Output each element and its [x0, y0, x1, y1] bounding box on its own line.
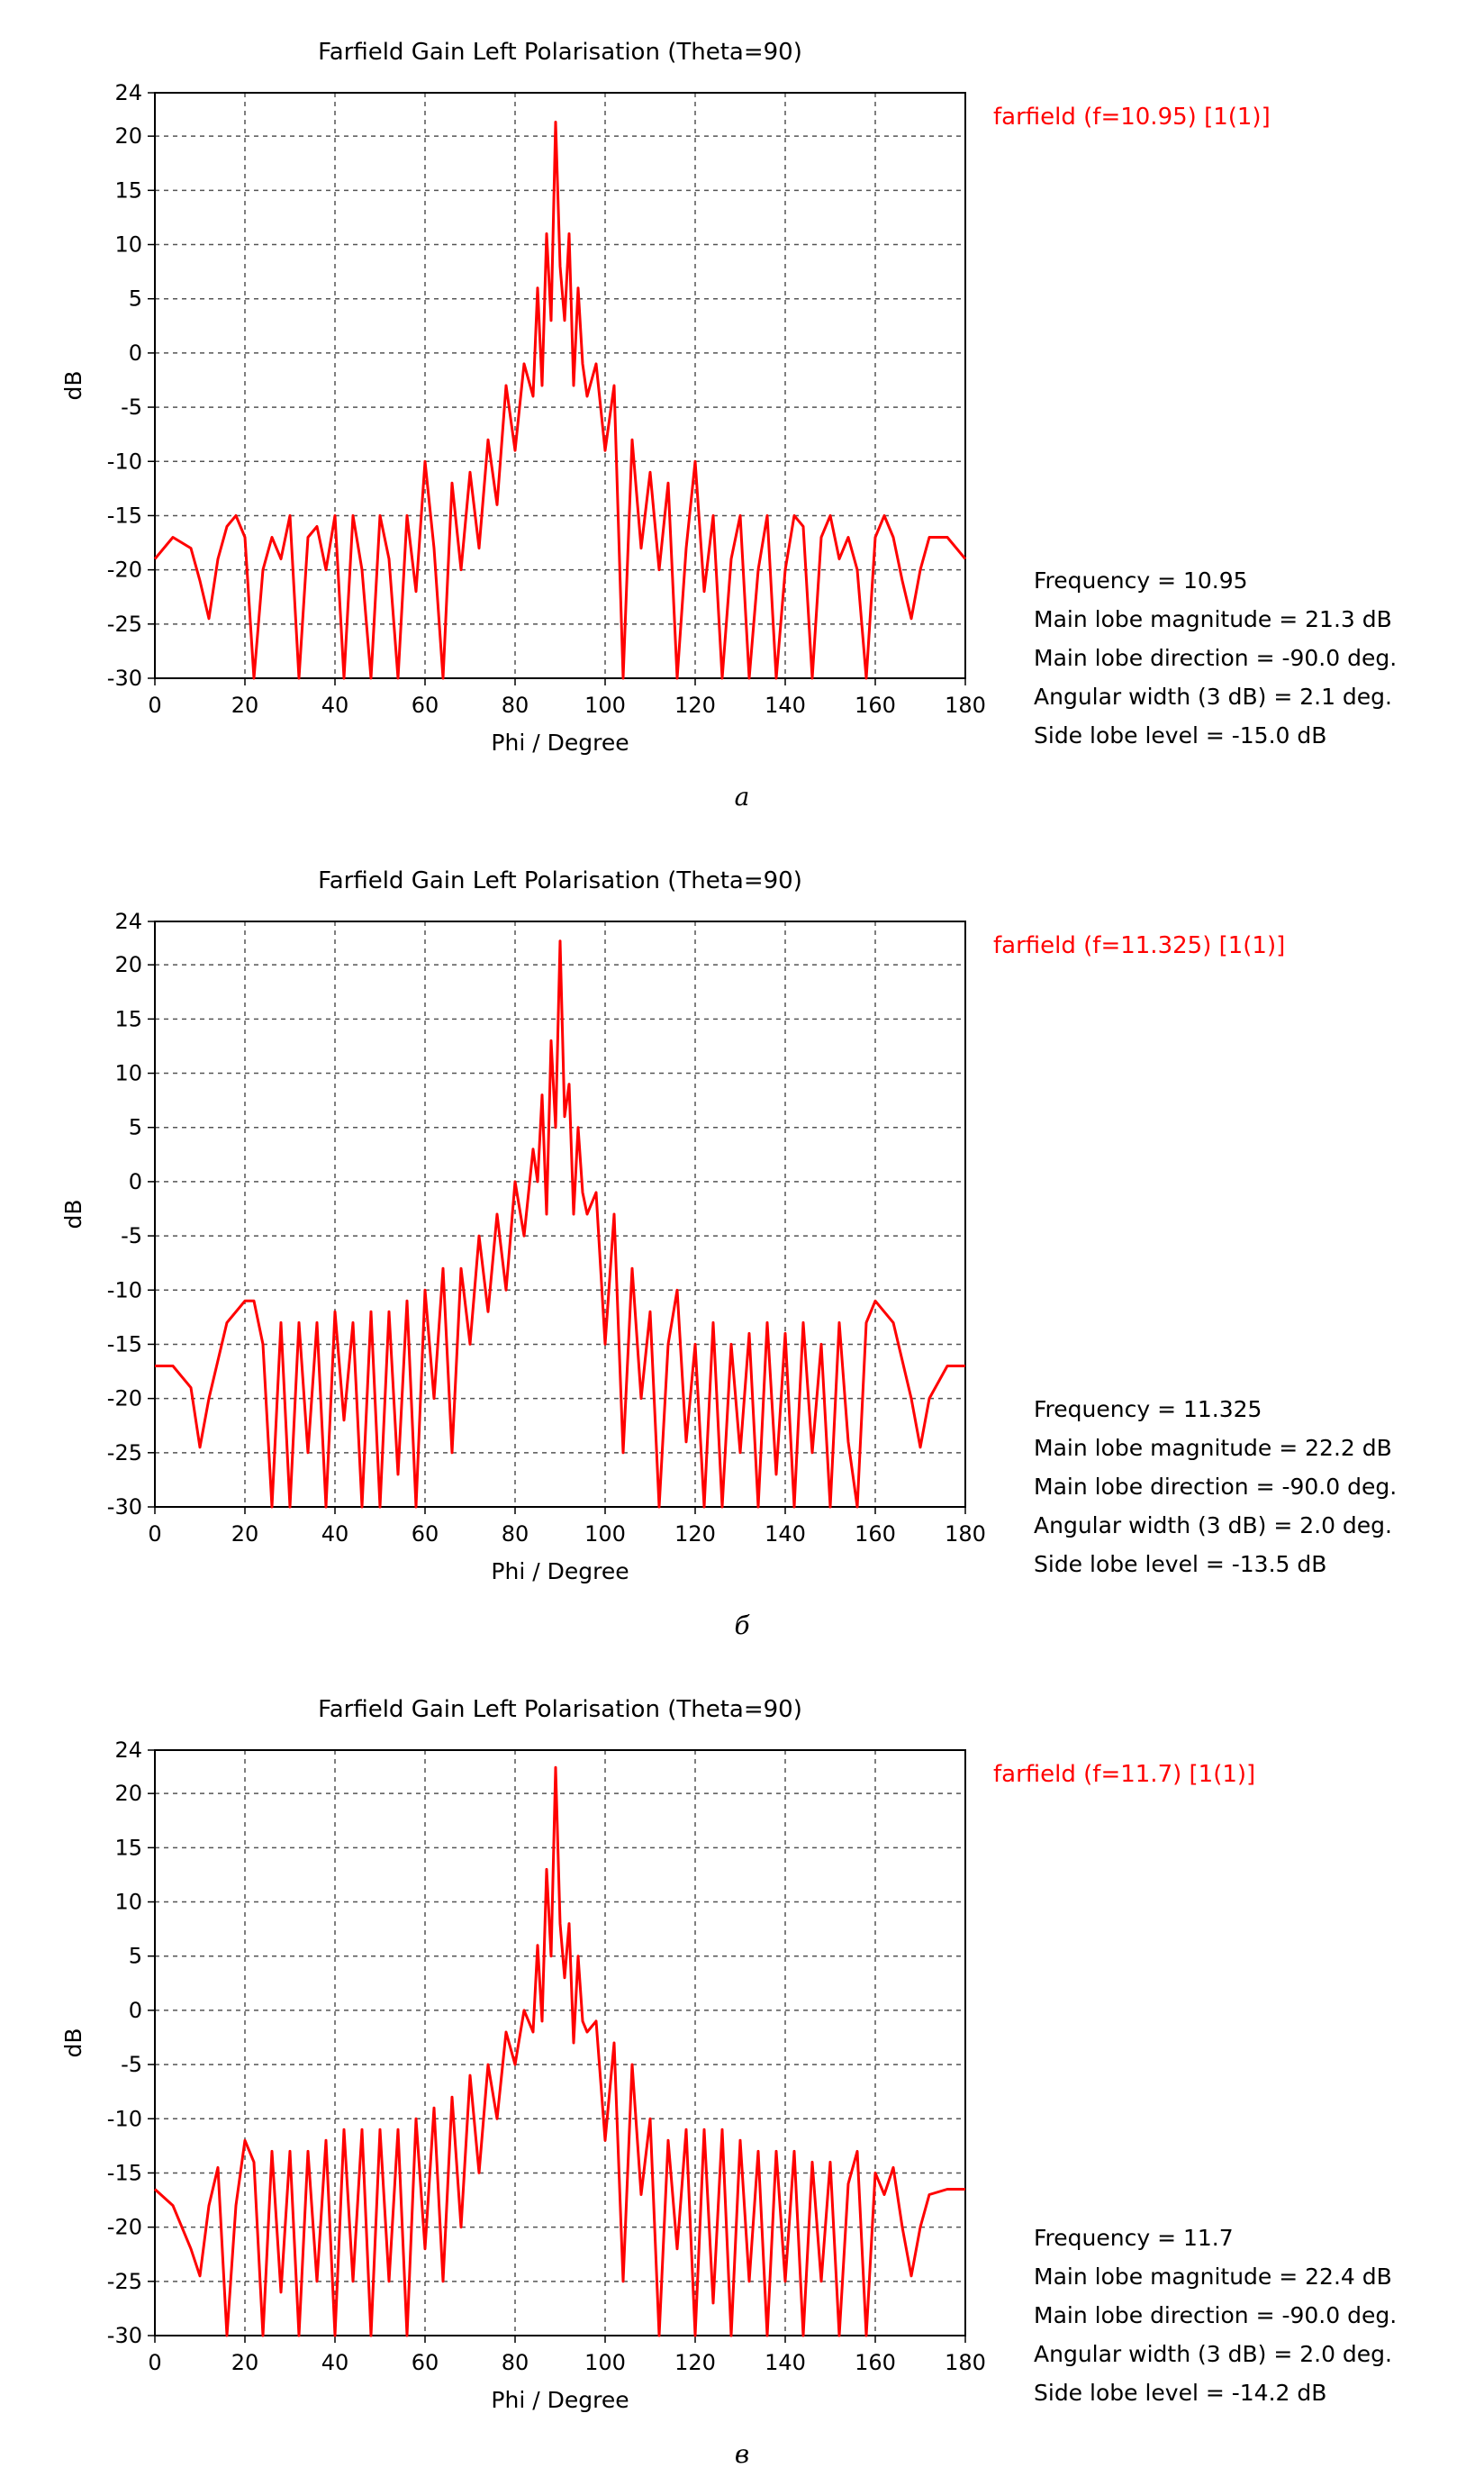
info-sidelobe: Side lobe level = -14.2 dB — [1034, 2380, 1327, 2406]
x-tick-label: 160 — [855, 693, 896, 718]
info-frequency: Frequency = 11.7 — [1034, 2225, 1234, 2251]
x-tick-label: 0 — [148, 1521, 162, 1547]
x-tick-label: 160 — [855, 2350, 896, 2375]
info-direction: Main lobe direction = -90.0 deg. — [1034, 1474, 1398, 1500]
y-tick-label: -10 — [106, 449, 142, 475]
x-tick-label: 120 — [674, 693, 716, 718]
x-tick-label: 140 — [765, 1521, 806, 1547]
info-magnitude: Main lobe magnitude = 22.4 dB — [1034, 2264, 1392, 2290]
info-width: Angular width (3 dB) = 2.0 deg. — [1034, 1512, 1392, 1538]
y-tick-label: -15 — [106, 2160, 142, 2186]
y-tick-label: -25 — [106, 1439, 142, 1465]
info-magnitude: Main lobe magnitude = 22.2 dB — [1034, 1435, 1392, 1461]
chart-title: Farfield Gain Left Polarisation (Theta=90) — [318, 1696, 802, 1723]
x-tick-label: 60 — [411, 2350, 439, 2375]
x-tick-label: 160 — [855, 1521, 896, 1547]
x-tick-label: 100 — [584, 1521, 626, 1547]
x-tick-label: 120 — [674, 1521, 716, 1547]
x-tick-label: 20 — [231, 2350, 259, 2375]
y-tick-label: 0 — [128, 1168, 142, 1194]
y-tick-label: -5 — [121, 395, 142, 421]
y-tick-label: -25 — [106, 611, 142, 637]
legend-entry: farfield (f=10.95) [1(1)] — [993, 104, 1271, 131]
y-axis-label: dB — [60, 2028, 86, 2058]
chart-panel-a — [0, 0, 1484, 829]
info-sidelobe: Side lobe level = -15.0 dB — [1034, 722, 1327, 749]
chart-title: Farfield Gain Left Polarisation (Theta=90) — [318, 867, 802, 894]
y-tick-label: -5 — [121, 1223, 142, 1249]
x-tick-label: 180 — [945, 2350, 986, 2375]
y-tick-label: 24 — [114, 909, 142, 934]
y-tick-label: 10 — [114, 1889, 142, 1915]
x-axis-label: Phi / Degree — [491, 2387, 629, 2413]
x-tick-label: 140 — [765, 2350, 806, 2375]
y-tick-label: 5 — [128, 286, 142, 312]
y-tick-label: 5 — [128, 1114, 142, 1140]
y-tick-label: -25 — [106, 2268, 142, 2294]
info-sidelobe: Side lobe level = -13.5 dB — [1034, 1551, 1327, 1577]
x-tick-label: 180 — [945, 1521, 986, 1547]
info-width: Angular width (3 dB) = 2.1 deg. — [1034, 684, 1392, 710]
x-tick-label: 40 — [321, 693, 349, 718]
y-tick-label: 5 — [128, 1943, 142, 1969]
y-tick-label: -10 — [106, 2106, 142, 2132]
x-tick-label: 40 — [321, 2350, 349, 2375]
x-tick-label: 0 — [148, 2350, 162, 2375]
x-tick-label: 20 — [231, 693, 259, 718]
chart-c — [0, 1657, 1484, 2486]
x-axis-label: Phi / Degree — [491, 1558, 629, 1584]
y-tick-label: 15 — [114, 1006, 142, 1032]
y-tick-label: 0 — [128, 340, 142, 366]
x-tick-label: 120 — [674, 2350, 716, 2375]
x-axis-label: Phi / Degree — [491, 730, 629, 756]
y-tick-label: -20 — [106, 557, 142, 583]
y-axis-label: dB — [60, 1199, 86, 1229]
y-tick-label: 15 — [114, 1835, 142, 1861]
y-tick-label: -15 — [106, 1331, 142, 1357]
chart-panel-c — [0, 1657, 1484, 2486]
x-tick-label: 180 — [945, 693, 986, 718]
y-tick-label: -10 — [106, 1277, 142, 1303]
x-tick-label: 40 — [321, 1521, 349, 1547]
y-tick-label: 15 — [114, 177, 142, 204]
info-frequency: Frequency = 11.325 — [1034, 1396, 1262, 1422]
legend-entry: farfield (f=11.325) [1(1)] — [993, 932, 1286, 959]
info-magnitude: Main lobe magnitude = 21.3 dB — [1034, 606, 1392, 632]
x-tick-label: 140 — [765, 693, 806, 718]
chart-panel-b — [0, 829, 1484, 1657]
x-tick-label: 60 — [411, 1521, 439, 1547]
x-tick-label: 100 — [584, 693, 626, 718]
plot-area — [155, 93, 965, 678]
info-frequency: Frequency = 10.95 — [1034, 567, 1248, 594]
y-axis-label: dB — [60, 370, 86, 401]
chart-b — [0, 829, 1484, 1657]
y-tick-label: 10 — [114, 1060, 142, 1086]
x-tick-label: 100 — [584, 2350, 626, 2375]
y-tick-label: 24 — [114, 1737, 142, 1763]
x-tick-label: 0 — [148, 693, 162, 718]
y-tick-label: -20 — [106, 1385, 142, 1411]
caption-b: б — [734, 1610, 750, 1640]
y-tick-label: 10 — [114, 231, 142, 258]
info-direction: Main lobe direction = -90.0 deg. — [1034, 645, 1398, 671]
y-tick-label: -30 — [106, 666, 142, 691]
y-tick-label: 20 — [114, 1781, 142, 1807]
x-tick-label: 20 — [231, 1521, 259, 1547]
chart-title: Farfield Gain Left Polarisation (Theta=90) — [318, 39, 802, 66]
y-tick-label: -20 — [106, 2214, 142, 2240]
y-tick-label: 24 — [114, 80, 142, 105]
y-tick-label: 20 — [114, 952, 142, 978]
x-tick-label: 80 — [501, 1521, 529, 1547]
x-tick-label: 60 — [411, 693, 439, 718]
legend-entry: farfield (f=11.7) [1(1)] — [993, 1761, 1256, 1788]
x-tick-label: 80 — [501, 2350, 529, 2375]
y-tick-label: 0 — [128, 1997, 142, 2023]
x-tick-label: 80 — [501, 693, 529, 718]
info-direction: Main lobe direction = -90.0 deg. — [1034, 2302, 1398, 2328]
y-tick-label: -30 — [106, 1494, 142, 1520]
y-tick-label: -30 — [106, 2323, 142, 2348]
y-tick-label: 20 — [114, 123, 142, 150]
caption-a: а — [734, 782, 750, 812]
caption-c: в — [734, 2439, 750, 2469]
info-width: Angular width (3 dB) = 2.0 deg. — [1034, 2341, 1392, 2367]
y-tick-label: -5 — [121, 2052, 142, 2078]
chart-a — [0, 0, 1484, 829]
y-tick-label: -15 — [106, 503, 142, 529]
